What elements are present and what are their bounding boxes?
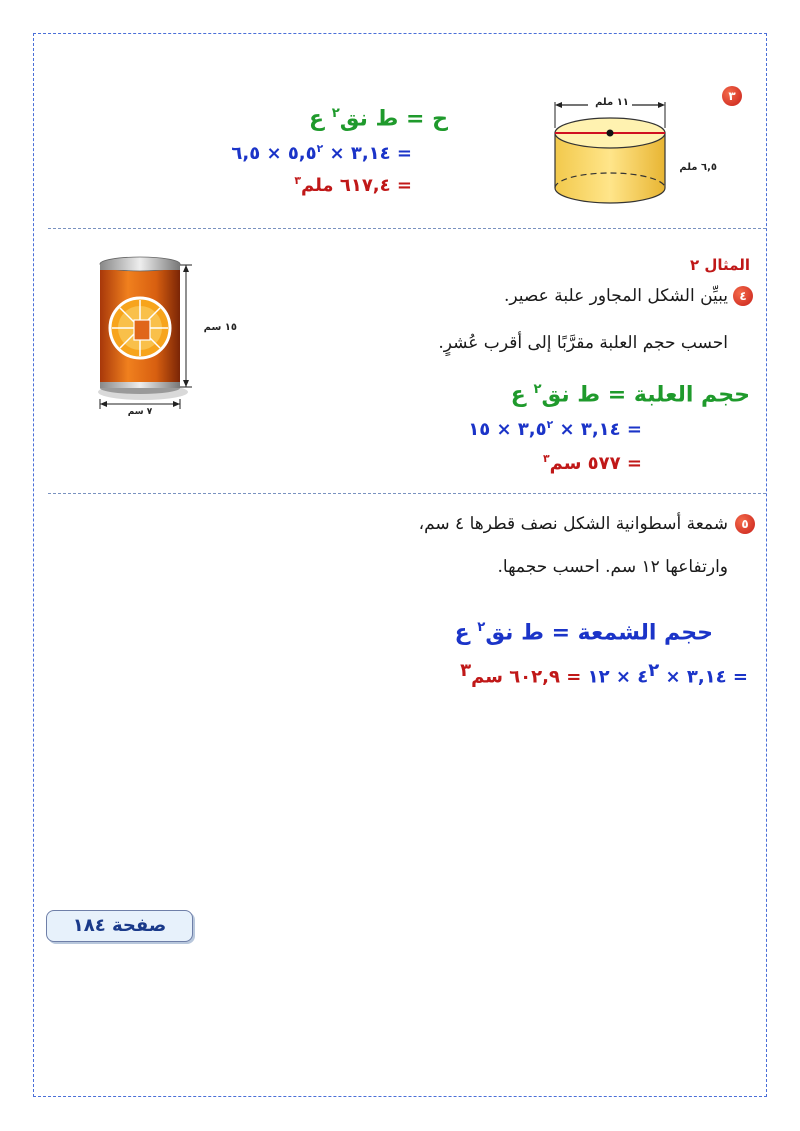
page-number-label: صفحة ١٨٤ xyxy=(46,910,193,942)
example-2-question: احسب حجم العلبة مقرَّبًا إلى أقرب عُشرٍ. xyxy=(438,333,728,353)
example-2-statement: يبيِّن الشكل المجاور علبة عصير. xyxy=(504,286,728,306)
can-width-label: ٧ سم xyxy=(127,407,153,417)
problem-3-number-badge: ٣ xyxy=(722,86,742,106)
example-2-formula: حجم العلبة = ط نق$^٢$ ع xyxy=(510,382,750,408)
cylinder-height-label: ٦,٥ ملم xyxy=(679,162,717,173)
problem-5-statement: شمعة أسطوانية الشكل نصف قطرها ٤ سم، xyxy=(418,514,728,534)
example-2-title: المثال ٢ xyxy=(690,256,750,274)
example-2-substitution: = ٣,١٤ × $٣,٥^٢$ × ١٥ xyxy=(468,418,642,440)
problem-3-substitution: = ٣,١٤ × $٥,٥^٢$ × ٦,٥ xyxy=(231,142,412,164)
problem-5-formula: حجم الشمعة = ط نق$^٢$ ع xyxy=(454,620,713,646)
problem-3-result: = ٦١٧,٤ ملم$^٣$ xyxy=(294,174,412,196)
problem-5-number-badge: ٥ xyxy=(735,514,755,534)
separator-2 xyxy=(48,493,766,494)
problem-5-calculation: = ٣,١٤ × $٤^٢$ × ١٢ = ٦٠٢,٩ سم$^٣$ xyxy=(460,660,748,688)
example-2-result: = ٥٧٧ سم$^٣$ xyxy=(542,452,642,474)
cylinder-width-label: ١١ ملم xyxy=(595,97,629,108)
problem-5-question: وارتفاعها ١٢ سم. احسب حجمها. xyxy=(497,557,728,577)
separator-1 xyxy=(48,228,766,229)
can-height-label: ١٥ سم xyxy=(203,322,237,333)
problem-3-formula: ح = ط نق$^٢$ ع xyxy=(309,106,448,132)
example-2-number-badge: ٤ xyxy=(733,286,753,306)
